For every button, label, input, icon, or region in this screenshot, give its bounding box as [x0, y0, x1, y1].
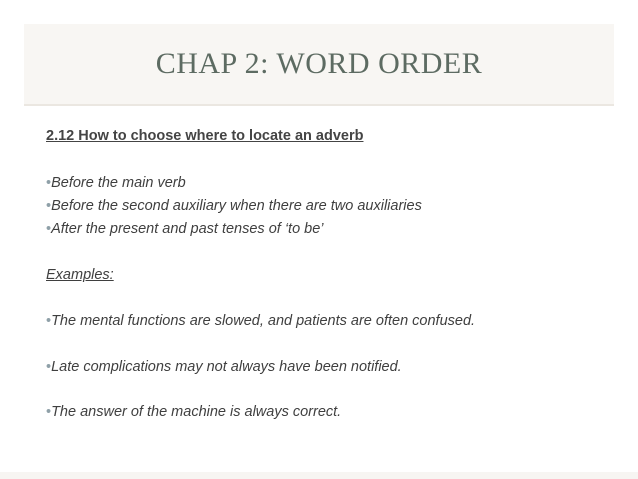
section-heading: 2.12 How to choose where to locate an adverb — [46, 128, 364, 144]
rule-item — [46, 174, 186, 192]
example-text: Late complications may not always have been notified. — [51, 359, 402, 375]
example-text: The answer of the machine is always correct. — [51, 404, 342, 420]
bullet-icon: • — [46, 221, 52, 237]
rule-text: After the present and past tenses of ‘to be’ — [51, 221, 324, 237]
example-item — [46, 358, 402, 376]
example-item — [46, 403, 341, 421]
examples-label: Examples: — [46, 267, 114, 283]
example-text: The mental functions are slowed, and patients are often confused. — [51, 313, 476, 329]
bullet-icon: • — [46, 404, 52, 420]
bullet-icon: • — [46, 175, 52, 191]
rule-item — [46, 220, 324, 238]
bullet-icon: • — [46, 359, 52, 375]
rule-item — [46, 197, 422, 215]
bullet-icon: • — [46, 198, 52, 214]
rule-text: Before the second auxiliary when there are two auxiliaries — [51, 198, 422, 214]
rule-text: Before the main verb — [51, 175, 186, 191]
slide-title: CHAP 2: WORD ORDER — [155, 47, 483, 80]
example-item — [46, 312, 475, 330]
bullet-icon: • — [46, 313, 52, 329]
bottom-band — [0, 472, 638, 479]
